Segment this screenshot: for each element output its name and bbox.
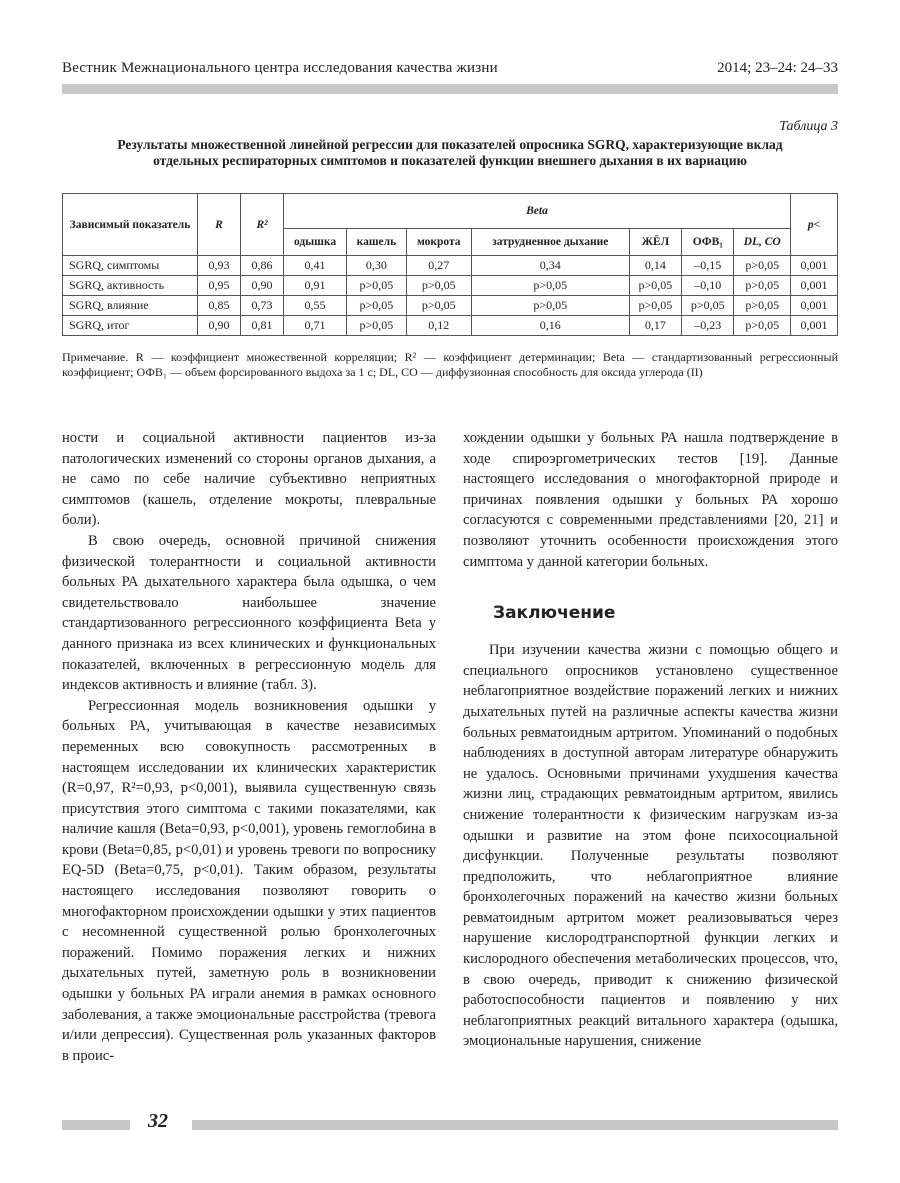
cell-beta: p>0,05 (347, 296, 407, 316)
cell-r: 0,85 (198, 296, 241, 316)
paragraph: В свою очередь, основной причиной снижения физической толерантности и социальной активности больных РА дыхательного характера была одышка, о чем свидетельствовало наибольшее значение стандартизованного регрессионного коэффициента Beta у данного признака из всех клинических и функциональных показателей, включенных в регрессионную модель для индексов активность и влияние (табл. 3). (62, 532, 436, 694)
cell-beta: 0,12 (406, 316, 471, 336)
footer-rule-right (192, 1120, 838, 1130)
cell-beta: 0,34 (471, 256, 629, 276)
table-title: Результаты множественной линейной регрессии для показателей опросника SGRQ, характеризующие вклад отдельных респираторных симптомов и показателей функции внешнего дыхания в их вариацию (117, 137, 783, 168)
cell-beta: p>0,05 (734, 316, 791, 336)
paragraph: ности и социальной активности пациентов из-за патологических изменений со стороны органов дыхания, а не само по себе наличие субъективно неприятных симптомов (кашель, отделение мокроты, плевральные боли). (62, 430, 436, 529)
cell-r: 0,90 (198, 316, 241, 336)
paragraph: При изучении качества жизни с помощью общего и специального опросников установлено существенное неблагоприятное воздействие поражений легких и нижних дыхательных путей на различные аспекты качества жизни больных ревматоидным артритом. Упоминаний о подобных наблюдениях в доступной авторам литературе обнаружить не удалось. Основными причинами ухудшения качества жизни лиц, страдающих ревматоидным артритом, явились снижение толерантности к физическим нагрузкам из-за одышки и развитие на этом фоне психосоциальной дисфункции. Полученные результаты позволяют предположить, что неблагоприятное влияние бронхолегочных поражений на качество жизни больных ревматоидным артритом может реализовываться через нарушение кислородтранспортной функции легких и кислородного обеспечения метаболических процессов, что, в свою очередь, приводит к снижению физической работоспособности пациентов и появлению у них неблагоприятных реакций витального характера (одышка, эмоциональные нарушения, снижение (463, 642, 838, 1050)
cell-beta: 0,55 (284, 296, 347, 316)
cell-r2: 0,86 (241, 256, 284, 276)
col-dlco: DL, CO (734, 229, 791, 256)
left-column (62, 428, 436, 1066)
cell-p: 0,001 (791, 276, 838, 296)
cell-beta: p>0,05 (629, 276, 681, 296)
col-dependent: Зависимый показатель (63, 194, 198, 256)
cell-beta: 0,14 (629, 256, 681, 276)
right-column (463, 428, 838, 1052)
cell-beta: p>0,05 (734, 296, 791, 316)
paragraph: хождении одышки у больных РА нашла подтверждение в ходе спироэргометрических тестов [19]. Данные настоящего исследования о многофакторной природе и причинах появления одышки у больных РА хорошо согласуются с современными представлениями [20, 21] и позволяют уточнить особенности происхождения этого симптома у данной категории больных. (463, 430, 838, 570)
running-header (62, 60, 838, 82)
table-note: Примечание. R — коэффициент множественной корреляции; R² — коэффициент детерминации; Beta — стандартизованный регрессионный коэффициент; ОФВ₁ — объем форсированного выдоха за 1 с; DL, CO — диффузионная способность для оксида углерода (II) (62, 350, 838, 379)
col-p: p< (791, 194, 838, 256)
cell-beta: p>0,05 (471, 296, 629, 316)
page-number: 32 (148, 1110, 168, 1132)
cell-beta: –0,10 (682, 276, 734, 296)
table-row (63, 316, 838, 336)
col-sputum: мокрота (406, 229, 471, 256)
col-dyspnea: одышка (284, 229, 347, 256)
cell-r2: 0,90 (241, 276, 284, 296)
row-name: SGRQ, симптомы (63, 256, 198, 276)
section-title: Заключение (493, 603, 616, 624)
cell-beta: p>0,05 (406, 276, 471, 296)
row-name: SGRQ, влияние (63, 296, 198, 316)
cell-beta: 0,17 (629, 316, 681, 336)
cell-beta: 0,27 (406, 256, 471, 276)
cell-r: 0,95 (198, 276, 241, 296)
cell-beta: p>0,05 (734, 276, 791, 296)
table-row (63, 296, 838, 316)
col-r2: R² (241, 194, 284, 256)
journal-title: Вестник Межнационального центра исследования качества жизни (62, 60, 498, 76)
cell-beta: p>0,05 (347, 316, 407, 336)
col-vc: ЖЁЛ (629, 229, 681, 256)
cell-p: 0,001 (791, 256, 838, 276)
cell-beta: p>0,05 (347, 276, 407, 296)
col-difficult-breathing: затрудненное дыхание (471, 229, 629, 256)
cell-beta: p>0,05 (471, 276, 629, 296)
cell-p: 0,001 (791, 316, 838, 336)
paragraph: Регрессионная модель возникновения одышки у больных РА, учитывающая в качестве независимых переменных всю совокупность рассмотренных в настоящем исследовании их клинических характеристик (R=0,97, R²=0,93, p<0,001), выявила существенную связь присутствия этого симптома с такими показателями, как наличие кашля (Beta=0,93, p<0,001), уровень гемоглобина в крови (Beta=0,85, p<0,01) и уровень тревоги по вопроснику EQ-5D (Beta=0,75, p<0,01). Таким образом, результаты настоящего исследования позволяют говорить о многофакторном происхождении одышки у этих пациентов с несомненной существенной ролью бронхолегочных поражений. Помимо поражения легких и нижних дыхательных путей, заметную роль в возникновении одышки у больных РА играли анемия в рамках основного заболевания, а также эмоциональные расстройства (тревога и/или депрессия). Существенная роль указанных факторов в проис- (62, 697, 436, 1064)
cell-r2: 0,81 (241, 316, 284, 336)
cell-beta: 0,41 (284, 256, 347, 276)
row-name: SGRQ, активность (63, 276, 198, 296)
cell-p: 0,001 (791, 296, 838, 316)
cell-beta: 0,91 (284, 276, 347, 296)
cell-beta: –0,15 (682, 256, 734, 276)
issue-info: 2014; 23–24: 24–33 (717, 60, 838, 76)
cell-beta: –0,23 (682, 316, 734, 336)
cell-beta: p>0,05 (734, 256, 791, 276)
cell-r2: 0,73 (241, 296, 284, 316)
table-row (63, 256, 838, 276)
col-cough: кашель (347, 229, 407, 256)
cell-beta: p>0,05 (682, 296, 734, 316)
header-rule (62, 84, 838, 94)
cell-beta: 0,71 (284, 316, 347, 336)
cell-beta: 0,30 (347, 256, 407, 276)
cell-r: 0,93 (198, 256, 241, 276)
col-r: R (198, 194, 241, 256)
col-fev1: ОФВ₁ (682, 229, 734, 256)
table-label: Таблица 3 (779, 119, 838, 134)
cell-beta: p>0,05 (629, 296, 681, 316)
col-beta: Beta (284, 194, 791, 229)
cell-beta: 0,16 (471, 316, 629, 336)
cell-beta: p>0,05 (406, 296, 471, 316)
regression-table (62, 193, 838, 336)
footer-rule-left (62, 1120, 130, 1130)
row-name: SGRQ, итог (63, 316, 198, 336)
table-row (63, 276, 838, 296)
